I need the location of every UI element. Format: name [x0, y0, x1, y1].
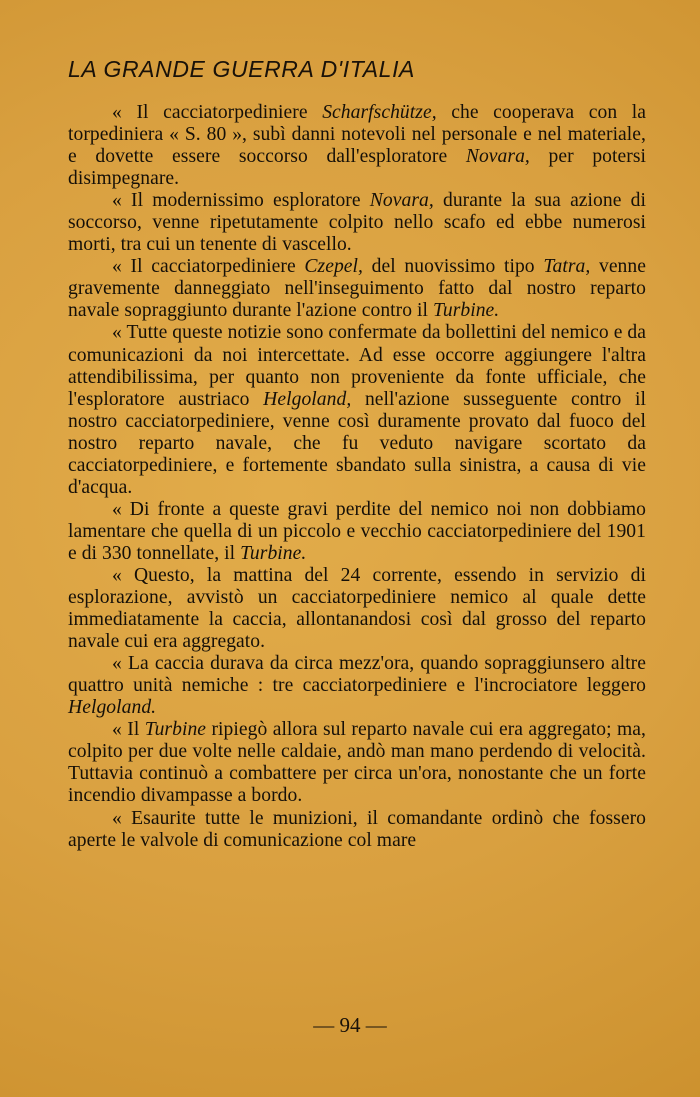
- text-run: « La caccia durava da circa mezz'ora, quando sopraggiunsero altre quattro unità nemiche : tre cacciatorpediniere e l'incrociatore leggero: [68, 653, 646, 697]
- text-run: « Il cacciatorpediniere: [112, 256, 305, 278]
- text-run: « Il: [112, 719, 145, 741]
- paragraph: [68, 256, 646, 322]
- page-number: — 94 —: [313, 1013, 387, 1037]
- paragraph: [68, 499, 646, 565]
- italic-text-run: Czepel,: [304, 256, 363, 278]
- text-run: per potersi disimpegnare.: [68, 146, 646, 190]
- paragraph: [68, 190, 646, 256]
- italic-text-run: Turbine.: [240, 542, 307, 564]
- text-run: « Il modernissimo esploratore: [112, 190, 370, 212]
- text-run: del nuovissimo tipo: [363, 256, 544, 278]
- running-head: LA GRANDE GUERRA D'ITALIA: [68, 56, 415, 82]
- italic-text-run: Turbine: [144, 719, 207, 741]
- italic-text-run: Tatra,: [543, 256, 591, 278]
- italic-text-run: Helgoland,: [263, 388, 352, 410]
- italic-text-run: Novara,: [465, 146, 530, 168]
- paragraph: [68, 653, 646, 719]
- italic-text-run: Helgoland.: [68, 697, 157, 719]
- text-run: « Questo, la mattina del 24 corrente, essendo in servizio di esplorazione, avvistò un cacciatorpediniere nemico al quale dette immediatamente la caccia, allontanandosi così dal grosso del reparto navale cui era aggregato.: [68, 564, 646, 653]
- text-run: « Di fronte a queste gravi perdite del nemico noi non dobbiamo lamentare che quella di un piccolo e vecchio cacciatorpediniere del 1901 e di 330 tonnellate, il: [68, 498, 646, 564]
- text-run: « Tutte queste notizie sono confermate da bollettini del nemico e da comunicazioni da noi intercettate. Ad esse occorre aggiungere l'altra attendibilissima, per quanto non proveniente da fonte ufficiale, che l'esploratore austriaco: [68, 322, 646, 410]
- paragraph: [68, 719, 646, 807]
- text-run: che cooperava con la torpediniera « S. 80 », subì danni notevoli nel personale e nel materiale, e dovette essere soccorso dall'esploratore: [68, 102, 647, 168]
- text-run: nell'azione susseguente contro il nostro cacciatorpediniere, venne così duramente provato dal fuoco del nostro reparto navale, che fu veduto navigare scortato da cacciatorpediniere, e fortemente sbandato sulla sinistra, a causa di vie d'acqua.: [68, 388, 646, 498]
- text-run: venne gravemente danneggiato nell'inseguimento fatto dal nostro reparto navale sopraggiunto durante l'azione contro il: [68, 256, 647, 322]
- paragraph: [68, 102, 646, 190]
- paragraph: [68, 808, 646, 852]
- italic-text-run: Novara,: [369, 190, 434, 212]
- text-run: « Esaurite tutte le munizioni, il comandante ordinò che fossero aperte le valvole di comunicazione col mare: [68, 807, 646, 851]
- text-run: ripiegò allora sul reparto navale cui era aggregato; ma, colpito per due volte nelle caldaie, andò man mano perdendo di velocità. Tuttavia continuò a combattere per circa un'ora, nonostante che un forte incendio divampasse a bordo.: [68, 719, 646, 807]
- text-run: durante la sua azione di soccorso, venne ripetutamente colpito nello scafo ed ebbe numerosi morti, tra cui un tenente di vascello.: [68, 190, 646, 256]
- body-text: [68, 102, 646, 852]
- text-run: « Il cacciatorpediniere: [112, 102, 323, 123]
- italic-text-run: Turbine.: [432, 300, 500, 322]
- paragraph: [68, 322, 646, 498]
- italic-text-run: Scharfschütze,: [322, 102, 437, 123]
- paragraph: [68, 565, 646, 653]
